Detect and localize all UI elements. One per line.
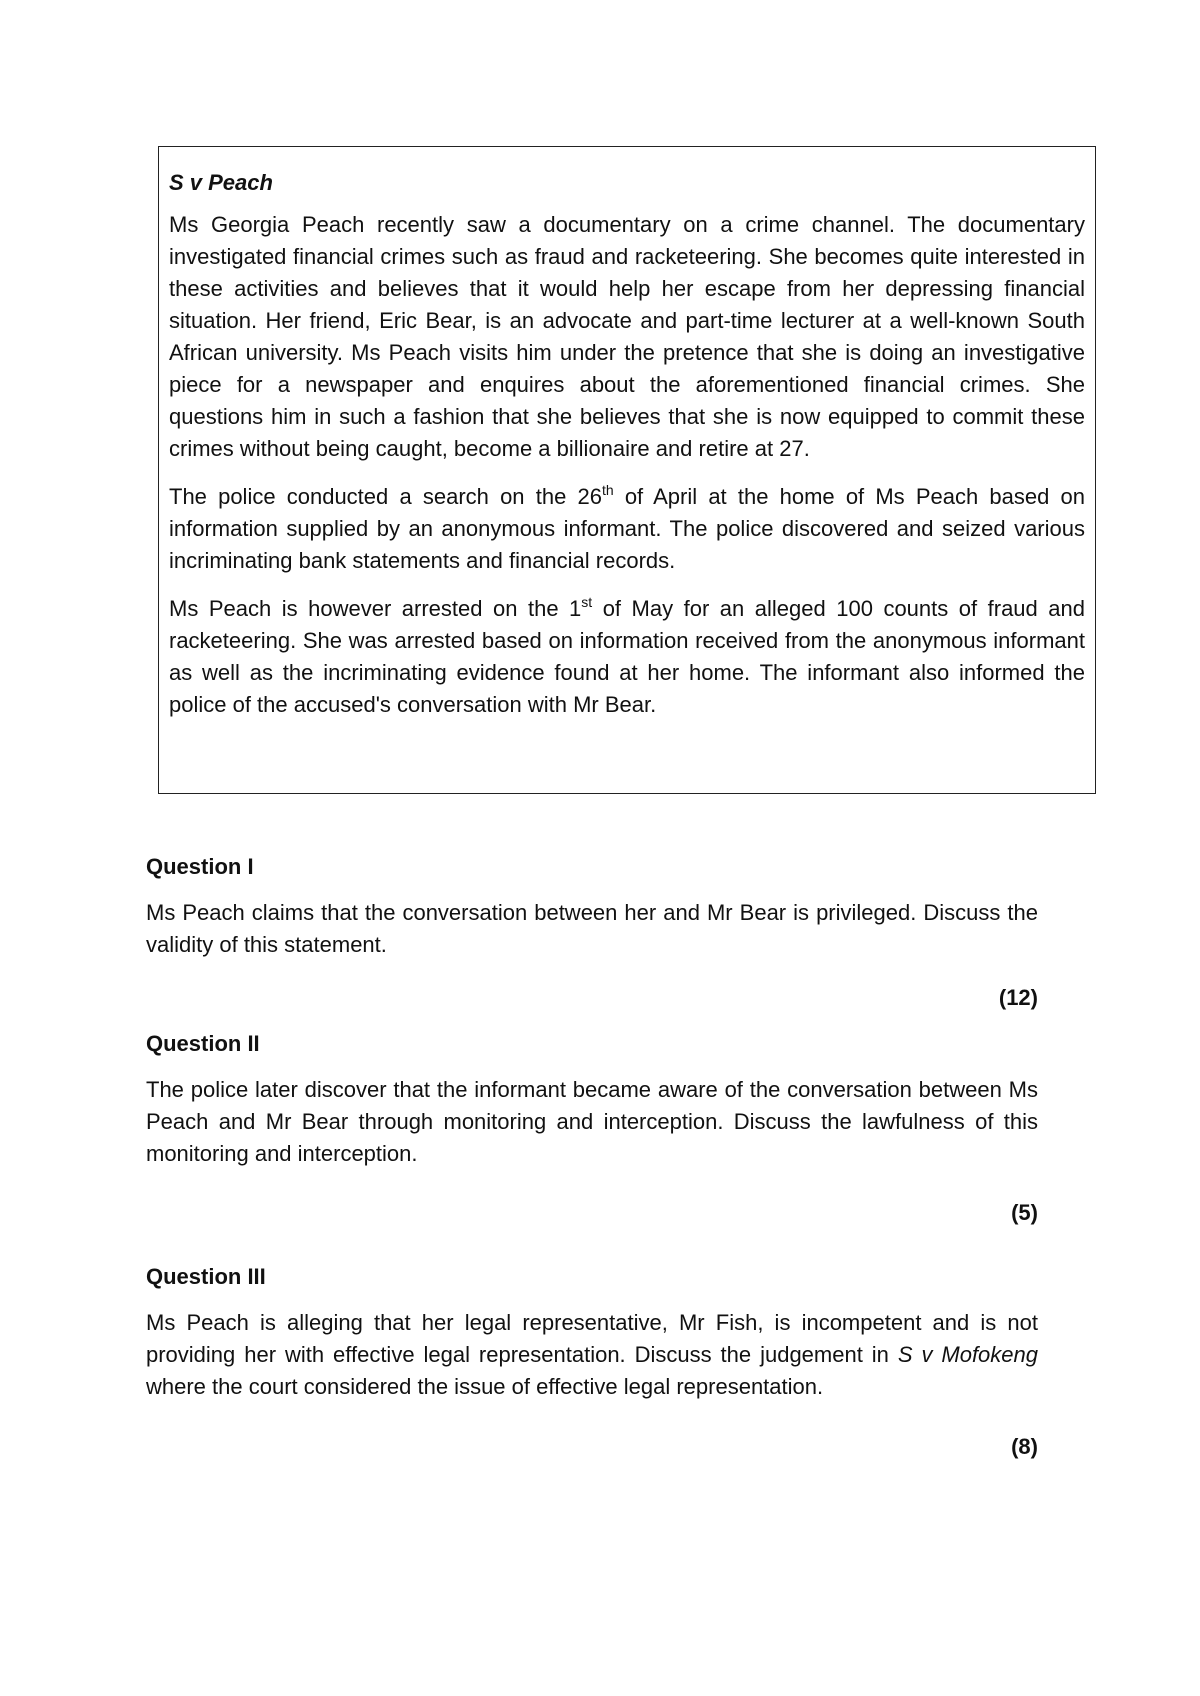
case-paragraph-3-sup: st [581, 594, 593, 610]
question-1-marks: (12) [998, 985, 1038, 1010]
question-1-heading: Question I [146, 854, 254, 879]
question-3-text [146, 1307, 1038, 1403]
question-3-text-before: Ms Peach is alleging that her legal representative, Mr Fish, is incompetent and is not providing her with effective legal representation. Discuss the judgement in [146, 1310, 1038, 1367]
case-facts-box [158, 146, 1096, 794]
question-3-case-name: S v Mofokeng [897, 1342, 1038, 1367]
question-3 [146, 1261, 1038, 1461]
case-paragraph-2 [169, 481, 1085, 577]
question-1 [146, 851, 1038, 1011]
case-paragraph-2-before: The police conducted a search on the 26 [169, 484, 602, 509]
question-1-text: Ms Peach claims that the conversation between her and Mr Bear is privileged. Discuss the validity of this statement. [146, 900, 1038, 957]
case-paragraph-1: Ms Georgia Peach recently saw a documentary on a crime channel. The documentary investigated financial crimes such as fraud and racketeering. She becomes quite interested in these activities and believes that it would help her escape from her depressing financial situation. Her friend, Eric Bear, is an advocate and part-time lecturer at a well-known South African university. Ms Peach visits him under the pretence that she is doing an investigative piece for a newspaper and enquires about the aforementioned financial crimes. She questions him in such a fashion that she believes that she is now equipped to commit these crimes without being caught, become a billionaire and retire at 27. [169, 212, 1085, 461]
question-3-marks: (8) [1011, 1434, 1038, 1459]
case-paragraph-2-sup: th [601, 482, 614, 498]
question-2 [146, 1028, 1038, 1228]
question-2-marks: (5) [1011, 1200, 1038, 1225]
case-paragraph-3-after: of May for an alleged 100 counts of fraud and racketeering. She was arrested based on information received from the anonymous informant as well as the incriminating evidence found at her home. The informant also informed the police of the accused's conversation with Mr Bear. [169, 596, 1085, 717]
question-3-heading: Question III [146, 1264, 266, 1289]
question-3-text-after: where the court considered the issue of effective legal representation. [146, 1374, 824, 1399]
case-paragraph-3 [169, 593, 1085, 721]
case-paragraph-3-before: Ms Peach is however arrested on the 1 [169, 596, 582, 621]
question-2-heading: Question II [146, 1031, 260, 1056]
case-paragraph-2-after: of April at the home of Ms Peach based on information supplied by an anonymous informant. The police discovered and seized various incriminating bank statements and financial records. [169, 484, 1085, 573]
question-2-text: The police later discover that the informant became aware of the conversation between Ms Peach and Mr Bear through monitoring and interception. Discuss the lawfulness of this monitoring and interception. [146, 1077, 1038, 1166]
case-title: S v Peach [169, 170, 273, 195]
